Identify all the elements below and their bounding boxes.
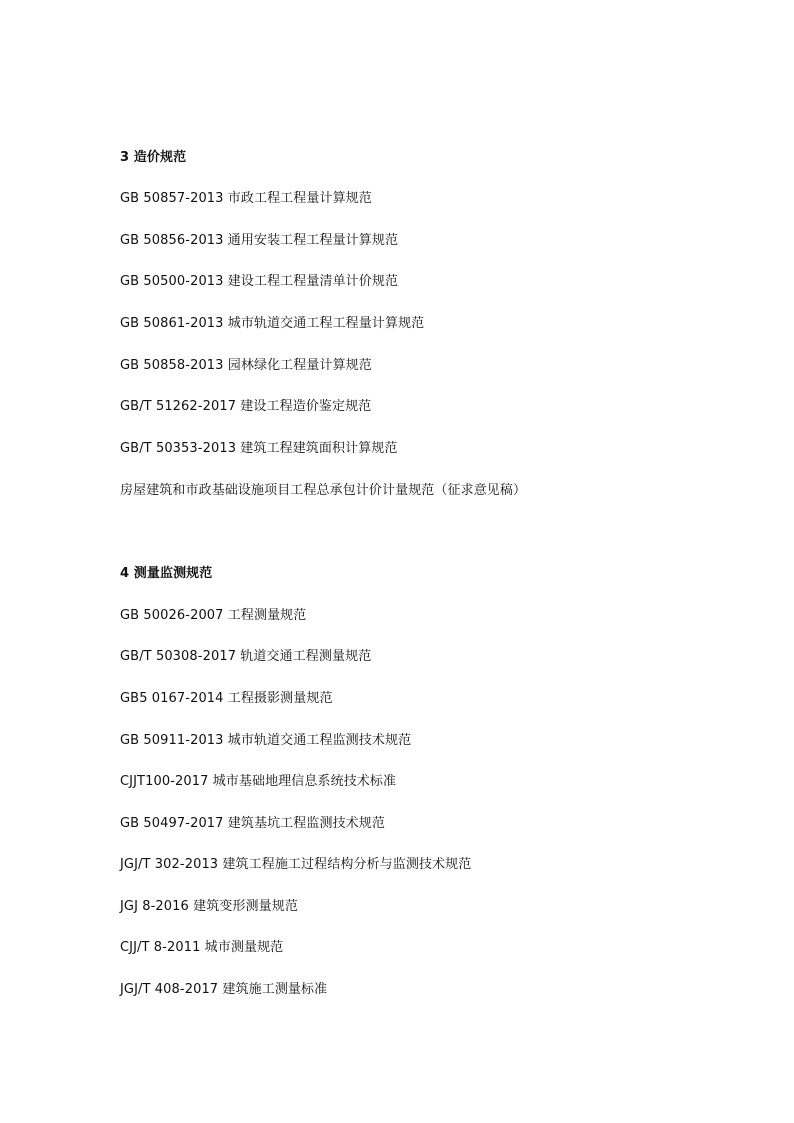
section-4-heading: 4 测量监测规范 <box>120 566 213 581</box>
section-4-item: GB 50497-2017 建筑基坑工程监测技术规范 <box>120 816 385 831</box>
section-3-item: GB 50500-2013 建设工程工程量清单计价规范 <box>120 274 399 289</box>
section-4-item: GB5 0167-2014 工程摄影测量规范 <box>120 691 333 706</box>
section-4-item: JGJ 8-2016 建筑变形测量规范 <box>120 899 298 914</box>
section-4-item: CJJ/T 8-2011 城市测量规范 <box>120 940 284 955</box>
section-3-item: GB/T 51262-2017 建设工程造价鉴定规范 <box>120 399 372 414</box>
section-3-item: 房屋建筑和市政基础设施项目工程总承包计价计量规范（征求意见稿） <box>120 483 527 498</box>
section-4-item: CJJT100-2017 城市基础地理信息系统技术标准 <box>120 774 397 789</box>
section-4-item: JGJ/T 408-2017 建筑施工测量标准 <box>120 982 328 997</box>
section-3-heading: 3 造价规范 <box>120 150 187 165</box>
section-4-item: JGJ/T 302-2013 建筑工程施工过程结构分析与监测技术规范 <box>120 857 472 872</box>
section-3-item: GB 50861-2013 城市轨道交通工程工程量计算规范 <box>120 316 425 331</box>
section-3-item: GB 50856-2013 通用安装工程工程量计算规范 <box>120 233 399 248</box>
section-4-item: GB 50911-2013 城市轨道交通工程监测技术规范 <box>120 733 412 748</box>
section-3-item: GB/T 50353-2013 建筑工程建筑面积计算规范 <box>120 441 398 456</box>
section-4-item: GB/T 50308-2017 轨道交通工程测量规范 <box>120 649 372 664</box>
section-3-item: GB 50857-2013 市政工程工程量计算规范 <box>120 191 372 206</box>
section-4-item: GB 50026-2007 工程测量规范 <box>120 608 307 623</box>
section-3-item: GB 50858-2013 园林绿化工程量计算规范 <box>120 358 372 373</box>
